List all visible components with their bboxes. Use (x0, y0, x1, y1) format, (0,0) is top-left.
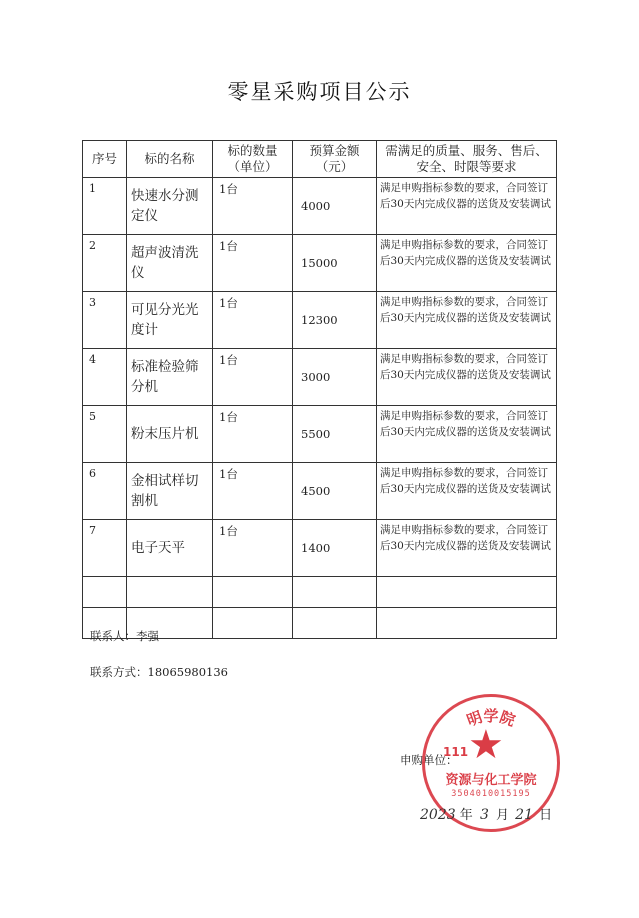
header-requirement-line1: 需满足的质量、服务、售后、 (385, 143, 548, 158)
date-year: 2023 (420, 807, 456, 823)
applicant-unit-label: 申购单位： (400, 753, 458, 767)
table-row (83, 406, 557, 463)
contact-person: 联系人：李强 (90, 629, 159, 643)
date-year-suffix: 年 (459, 808, 473, 823)
table-header-row (83, 141, 557, 178)
row-requirement: 满足申购指标参数的要求，合同签订后30天内完成仪器的送货及安装调试 (377, 235, 557, 292)
row-amount: 3000 (293, 349, 377, 406)
header-amount-line1: 预算金额 (309, 143, 360, 158)
row-no: 1 (83, 178, 127, 235)
row-requirement: 满足申购指标参数的要求，合同签订后30天内完成仪器的送货及安装调试 (377, 463, 557, 520)
row-amount: 5500 (293, 406, 377, 463)
row-requirement: 满足申购指标参数的要求，合同签订后30天内完成仪器的送货及安装调试 (377, 349, 557, 406)
procurement-table (82, 140, 557, 639)
header-amount (293, 141, 377, 178)
date-month-suffix: 月 (496, 808, 510, 823)
empty-cell (293, 608, 377, 639)
header-requirement (377, 141, 557, 178)
row-requirement: 满足申购指标参数的要求，合同签订后30天内完成仪器的送货及安装调试 (377, 520, 557, 577)
row-no: 2 (83, 235, 127, 292)
seal-side-mark: 111 (443, 745, 469, 759)
row-no: 4 (83, 349, 127, 406)
empty-cell (377, 577, 557, 608)
empty-cell (293, 577, 377, 608)
header-amount-line2: （元） (315, 159, 354, 174)
row-amount: 1400 (293, 520, 377, 577)
header-no: 序号 (83, 141, 127, 178)
table-row (83, 235, 557, 292)
row-requirement: 满足申购指标参数的要求，合同签订后30天内完成仪器的送货及安装调试 (377, 292, 557, 349)
row-name: 标准检验筛分机 (127, 349, 213, 406)
row-qty: 1台 (213, 178, 293, 235)
header-qty-line2: （单位） (227, 159, 278, 174)
table-row (83, 349, 557, 406)
row-qty: 1台 (213, 463, 293, 520)
row-name: 粉末压片机 (127, 406, 213, 463)
sign-date (420, 804, 552, 823)
table-row (83, 292, 557, 349)
page-title: 零星采购项目公示 (227, 80, 412, 104)
date-month: 3 (479, 807, 489, 823)
row-name: 可见分光光度计 (127, 292, 213, 349)
seal-code: 3504010015195 (451, 789, 531, 799)
row-amount: 15000 (293, 235, 377, 292)
empty-cell (377, 608, 557, 639)
date-day-suffix: 日 (539, 808, 553, 823)
header-requirement-line2: 安全、时限等要求 (416, 159, 517, 174)
contact-phone: 联系方式：18065980136 (90, 665, 228, 679)
row-qty: 1台 (213, 235, 293, 292)
header-qty (213, 141, 293, 178)
table-row (83, 520, 557, 577)
row-name: 超声波清洗仪 (127, 235, 213, 292)
row-qty: 1台 (213, 520, 293, 577)
row-amount: 4500 (293, 463, 377, 520)
table-row-empty (83, 577, 557, 608)
row-no: 3 (83, 292, 127, 349)
row-amount: 4000 (293, 178, 377, 235)
row-requirement: 满足申购指标参数的要求，合同签订后30天内完成仪器的送货及安装调试 (377, 178, 557, 235)
table-row (83, 178, 557, 235)
empty-cell (83, 577, 127, 608)
row-qty: 1台 (213, 349, 293, 406)
header-name: 标的名称 (127, 141, 213, 178)
empty-cell (213, 608, 293, 639)
empty-cell (127, 577, 213, 608)
row-requirement: 满足申购指标参数的要求，合同签订后30天内完成仪器的送货及安装调试 (377, 406, 557, 463)
empty-cell (213, 577, 293, 608)
star-icon: ★ (468, 722, 504, 768)
row-no: 6 (83, 463, 127, 520)
table-row (83, 463, 557, 520)
seal-top-text: 明学院 (464, 707, 518, 730)
row-name: 金相试样切割机 (127, 463, 213, 520)
header-qty-line1: 标的数量 (227, 143, 278, 158)
row-no: 7 (83, 520, 127, 577)
row-qty: 1台 (213, 292, 293, 349)
date-day: 21 (515, 807, 533, 823)
row-name: 快速水分测定仪 (127, 178, 213, 235)
row-no: 5 (83, 406, 127, 463)
seal-middle-text: 资源与化工学院 (445, 773, 537, 788)
row-qty: 1台 (213, 406, 293, 463)
row-amount: 12300 (293, 292, 377, 349)
row-name: 电子天平 (127, 520, 213, 577)
